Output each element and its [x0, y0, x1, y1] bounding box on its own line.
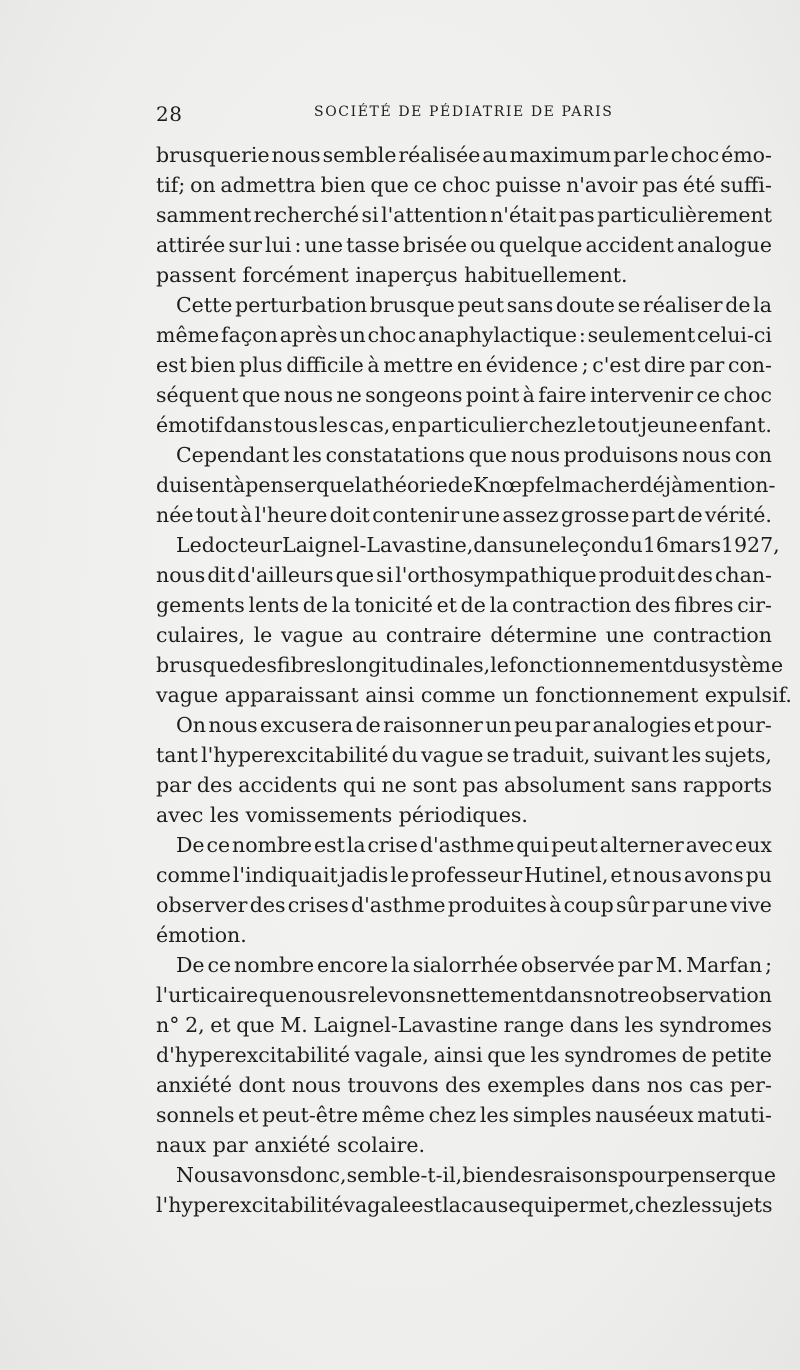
paragraph-first-line: De ce nombre est la crise d'asthme qui peut alterner avec eux: [176, 833, 772, 857]
text-line: née tout à l'heure doit contenir une assez grosse part de vérité.: [156, 503, 772, 527]
text-line: n° 2, et que M. Laignel-Lavastine range dans les syndromes: [156, 1013, 772, 1037]
paragraph-first-line: Nous avons donc, semble-t-il, bien des raisons pour penser que: [176, 1163, 777, 1187]
text-line: même façon après un choc anaphylactique : seulement celui-ci: [156, 323, 772, 347]
text-line: d'hyperexcitabilité vagale, ainsi que les syndromes de petite: [156, 1043, 772, 1067]
text-line: attirée sur lui : une tasse brisée ou quelque accident analogue: [156, 233, 772, 257]
text-line: tif; on admettra bien que ce choc puisse n'avoir pas été suffi-: [156, 173, 772, 197]
paragraph-first-line: Cependant les constatations que nous produisons nous con: [176, 443, 772, 467]
text-line: vague apparaissant ainsi comme un fonctionnement expulsif.: [156, 683, 792, 707]
text-line: culaires, le vague au contraire détermine une contraction: [156, 623, 772, 647]
text-line: naux par anxiété scolaire.: [156, 1133, 426, 1157]
text-line: brusque des fibres longitudinales, le fonctionnement du système: [156, 653, 784, 677]
text-line: émotion.: [156, 923, 247, 947]
text-line: l'hyperexcitabilité vagale est la cause qui permet, chez les sujets: [156, 1193, 773, 1217]
text-line: samment recherché si l'attention n'était pas particulièrement: [156, 203, 772, 227]
text-line: comme l'indiquait jadis le professeur Hutinel, et nous avons pu: [156, 863, 772, 887]
text-line: avec les vomissements périodiques.: [156, 803, 528, 827]
paragraph-first-line: Le docteur Laignel-Lavastine, dans une leçon du 16 mars 1927,: [176, 533, 780, 557]
page-number: 28: [156, 102, 183, 126]
journal-title: SOCIÉTÉ DE PÉDIATRIE DE PARIS: [314, 104, 614, 120]
text-line: anxiété dont nous trouvons des exemples dans nos cas per-: [156, 1073, 772, 1097]
text-line: passent forcément inaperçus habituellement.: [156, 263, 628, 287]
text-line: tant l'hyperexcitabilité du vague se traduit, suivant les sujets,: [156, 743, 772, 767]
running-head: [156, 100, 770, 130]
paragraph-first-line: Cette perturbation brusque peut sans doute se réaliser de la: [176, 293, 772, 317]
text-line: émotif dans tous les cas, en particulier chez le tout jeune enfant.: [156, 413, 772, 437]
text-line: est bien plus difficile à mettre en évidence ; c'est dire par con-: [156, 353, 772, 377]
paragraph-first-line: On nous excusera de raisonner un peu par analogies et pour-: [176, 713, 772, 737]
text-line: brusquerie nous semble réalisée au maximum par le choc émo-: [156, 143, 772, 167]
text-line: observer des crises d'asthme produites à coup sûr par une vive: [156, 893, 772, 917]
text-line: nous dit d'ailleurs que si l'orthosympathique produit des chan-: [156, 563, 772, 587]
text-line: duisent à penser que la théorie de Knœpfelmacher déjà mention-: [156, 473, 776, 497]
text-line: séquent que nous ne songeons point à faire intervenir ce choc: [156, 383, 772, 407]
text-line: par des accidents qui ne sont pas absolument sans rapports: [156, 773, 772, 797]
paragraph-first-line: De ce nombre encore la sialorrhée observée par M. Marfan ;: [176, 953, 772, 977]
text-line: l'urticaire que nous relevons nettement dans notre observation: [156, 983, 772, 1007]
text-line: gements lents de la tonicité et de la contraction des fibres cir-: [156, 593, 772, 617]
text-line: sonnels et peut-être même chez les simples nauséeux matuti-: [156, 1103, 772, 1127]
body-text: [156, 140, 792, 1220]
